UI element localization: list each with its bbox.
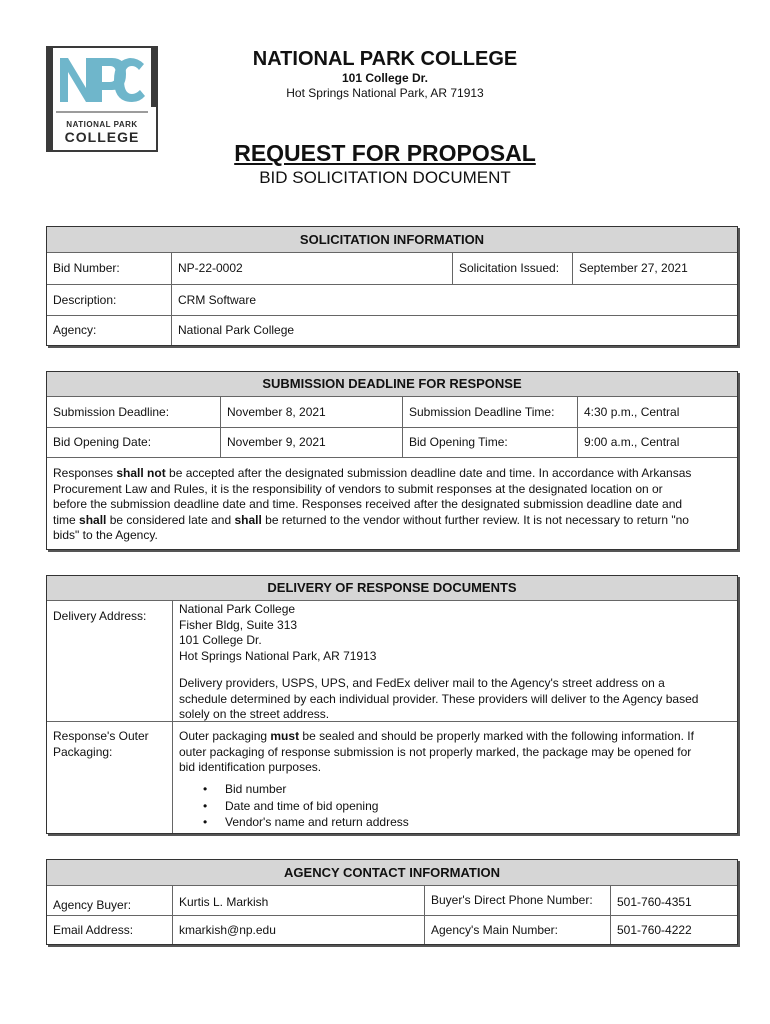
bid-number-label: Bid Number: [53,261,120,275]
packaging-label [53,729,171,760]
logo-text-line1: NATIONAL PARK [66,120,138,129]
contact-table [46,859,738,945]
notice-line: Responses shall not be accepted after the designated submission deadline date and time. In accordance with Arkansas [53,466,692,480]
agency-main-number-value: 501-760-4222 [617,922,692,937]
address-line: Hot Springs National Park, AR 71913 [179,648,377,663]
email-address-label: Email Address: [53,922,134,937]
solicitation-issued-label: Solicitation Issued: [459,261,560,275]
packaging-instructions [179,729,734,776]
address-line2: Hot Springs National Park, AR 71913 [286,86,484,100]
notice-line: before the submission deadline date and time. Responses received after the designated submission deadline date and [53,497,683,512]
buyer-phone-value: 501-760-4351 [617,895,692,909]
delivery-address-label: Delivery Address: [53,609,147,623]
provider-line: Delivery providers, USPS, UPS, and FedEx deliver mail to the Agency's street address on a [179,676,665,690]
bid-opening-date-value: November 9, 2021 [227,435,326,449]
bullet-item: • Date and time of bid opening [225,798,725,815]
buyer-phone-label: Buyer's Direct Phone Number: [431,893,593,907]
packaging-bullet-list [225,781,725,831]
agency-buyer-value: Kurtis L. Markish [179,895,269,909]
agency-label: Agency: [53,323,97,337]
solicitation-issued-value: September 27, 2021 [579,261,688,275]
submission-deadline-time-value: 4:30 p.m., Central [584,404,680,419]
packaging-line: outer packaging of response submission is not properly marked, the package may be opened for [179,744,692,759]
address-line: National Park College [179,602,296,616]
email-address-value[interactable]: kmarkish@np.edu [179,922,276,937]
bid-number-value: NP-22-0002 [178,261,243,275]
bid-opening-time-label: Bid Opening Time: [409,435,508,449]
notice-line: bids" to the Agency. [53,528,158,543]
packaging-line: Outer packaging must be sealed and should be properly marked with the following information. If [179,729,694,743]
college-name: NATIONAL PARK COLLEGE [252,48,518,70]
logo-text-line2: COLLEGE [64,129,140,145]
packaging-line: bid identification purposes. [179,760,322,775]
notice-line: Procurement Law and Rules, it is the responsibility of vendors to submit responses at the designated location on or [53,481,663,496]
agency-value: National Park College [178,323,295,337]
submission-deadline-value: November 8, 2021 [227,404,326,419]
provider-line: schedule determined by each individual provider. These providers will deliver to the Agency based [179,691,699,706]
packaging-label-line: Response's Outer [53,729,149,743]
bid-opening-date-label: Bid Opening Date: [53,435,152,449]
deadline-heading: SUBMISSION DEADLINE FOR RESPONSE [47,372,737,397]
deadline-notice [53,466,738,544]
bullet-item: • Bid number [225,781,725,798]
document-subtitle: BID SOLICITATION DOCUMENT [259,168,511,187]
provider-line: solely on the street address. [179,707,330,722]
delivery-table [46,575,738,834]
delivery-address [179,602,734,664]
deadline-table [46,371,738,550]
delivery-provider-note [179,676,734,723]
agency-buyer-label: Agency Buyer: [53,898,132,912]
address-line1: 101 College Dr. [341,71,429,85]
notice-line: time shall be considered late and shall be returned to the vendor without further review. It is not necessary to return "no [53,512,689,527]
solicitation-table [46,226,738,346]
submission-deadline-label: Submission Deadline: [53,404,170,419]
address-line: 101 College Dr. [179,633,262,648]
description-label: Description: [53,292,117,307]
contact-heading: AGENCY CONTACT INFORMATION [47,860,737,886]
bid-opening-time-value: 9:00 a.m., Central [584,435,680,449]
description-value: CRM Software [178,292,257,307]
bullet-item: • Vendor's name and return address [225,814,725,831]
delivery-heading: DELIVERY OF RESPONSE DOCUMENTS [47,576,737,601]
address-line: Fisher Bldg, Suite 313 [179,617,298,632]
submission-deadline-time-label: Submission Deadline Time: [409,404,555,419]
solicitation-heading: SOLICITATION INFORMATION [47,227,737,253]
agency-main-number-label: Agency's Main Number: [431,922,559,937]
document-title: REQUEST FOR PROPOSAL [234,140,536,166]
packaging-label-line: Packaging: [53,744,113,759]
